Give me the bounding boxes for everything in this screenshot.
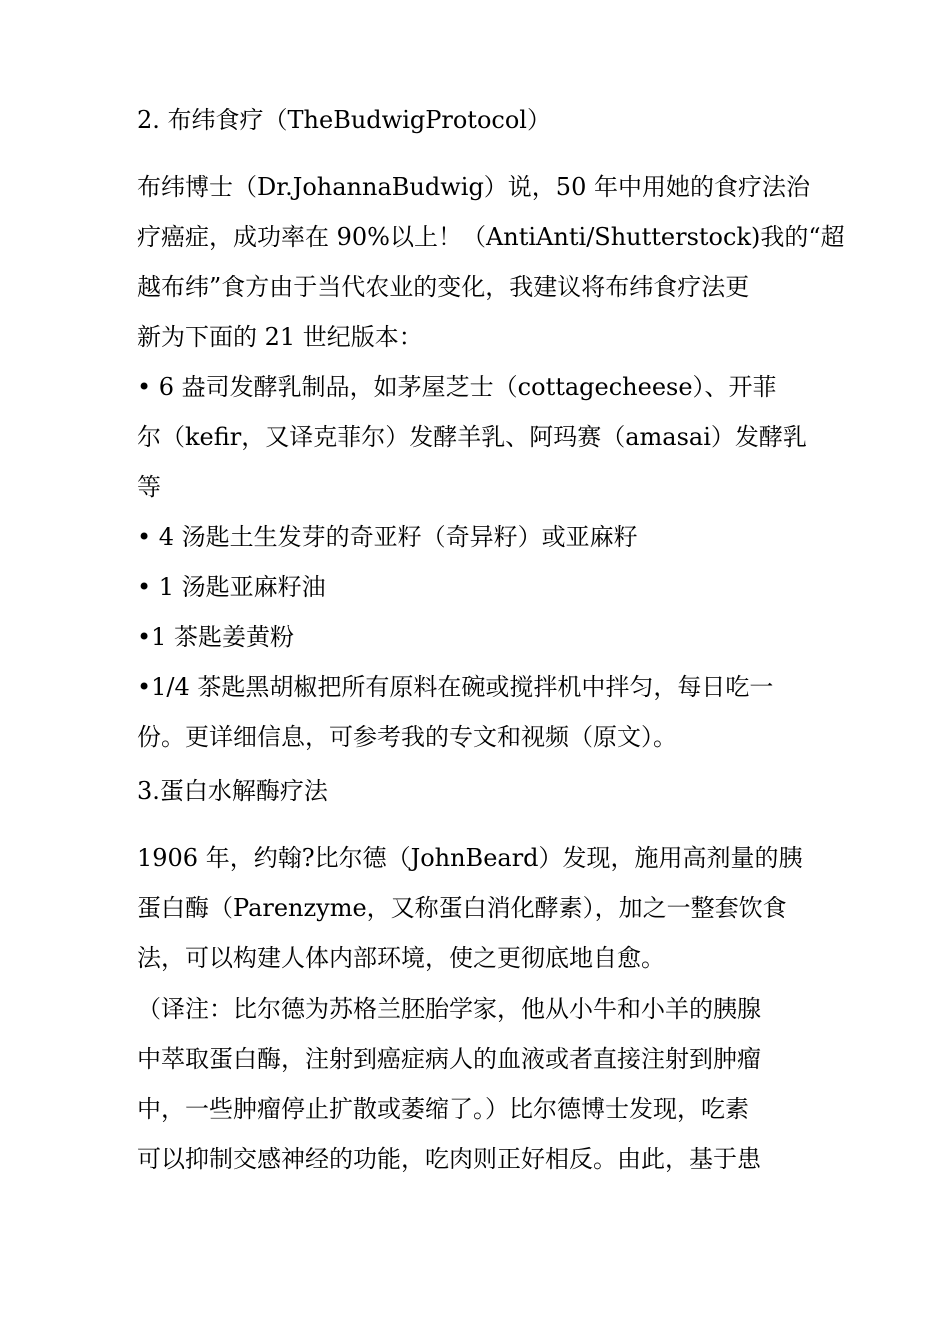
ingredient-list (137, 362, 827, 762)
paragraph-budwig-intro (137, 162, 845, 362)
paragraph-line: 中，一些肿瘤停止扩散或萎缩了。）比尔德博士发现，吃素 (137, 1095, 749, 1123)
paragraph-line: 蛋白酶（Parenzyme，又称蛋白消化酵素），加之一整套饮食 (137, 894, 787, 922)
paragraph-line: 布纬博士（Dr.JohannaBudwig）说，50 年中用她的食疗法治 (137, 173, 810, 201)
paragraph-line: 可以抑制交感神经的功能，吃肉则正好相反。由此，基于患 (137, 1145, 761, 1173)
list-item: • 6 盎司发酵乳制品，如茅屋芝士（cottagecheese）、开菲 (137, 373, 777, 401)
section-heading-budwig (137, 95, 827, 145)
list-item: • 4 汤匙土生发芽的奇亚籽（奇异籽）或亚麻籽 (137, 523, 638, 551)
paragraph-line: 新为下面的 21 世纪版本： (137, 323, 423, 351)
paragraph-line: 越布纬”食方由于当代农业的变化，我建议将布纬食疗法更 (137, 273, 750, 301)
paragraph-line: 1906 年，约翰?比尔德（JohnBeard）发现，施用高剂量的胰 (137, 844, 803, 872)
paragraph-line: 疗癌症，成功率在 90%以上！（AntiAnti/Shutterstock)我的“超 (137, 223, 845, 251)
list-item-continued: 尔（kefir，又译克菲尔）发酵羊乳、阿玛赛（amasai）发酵乳 (137, 423, 807, 451)
list-item: • 1 汤匙亚麻籽油 (137, 573, 326, 601)
paragraph-line: （译注：比尔德为苏格兰胚胎学家，他从小牛和小羊的胰腺 (137, 995, 761, 1023)
list-item-continued: 等 (137, 473, 161, 501)
list-item: •1 茶匙姜黄粉 (137, 623, 295, 651)
heading-line: 3.蛋白水解酶疗法 (137, 777, 328, 805)
heading-line: 2. 布纬食疗（TheBudwigProtocol） (137, 106, 551, 134)
paragraph-line: 中萃取蛋白酶，注射到癌症病人的血液或者直接注射到肿瘤 (137, 1045, 761, 1073)
paragraph-enzyme (137, 833, 827, 983)
paragraph-translator-note (137, 984, 827, 1184)
list-item: •1/4 茶匙黑胡椒把所有原料在碗或搅拌机中拌匀，每日吃一 (137, 673, 774, 701)
paragraph-line: 法，可以构建人体内部环境，使之更彻底地自愈。 (137, 944, 665, 972)
section-heading-enzyme (137, 766, 827, 816)
list-item-continued: 份。更详细信息，可参考我的专文和视频（原文）。 (137, 723, 677, 751)
